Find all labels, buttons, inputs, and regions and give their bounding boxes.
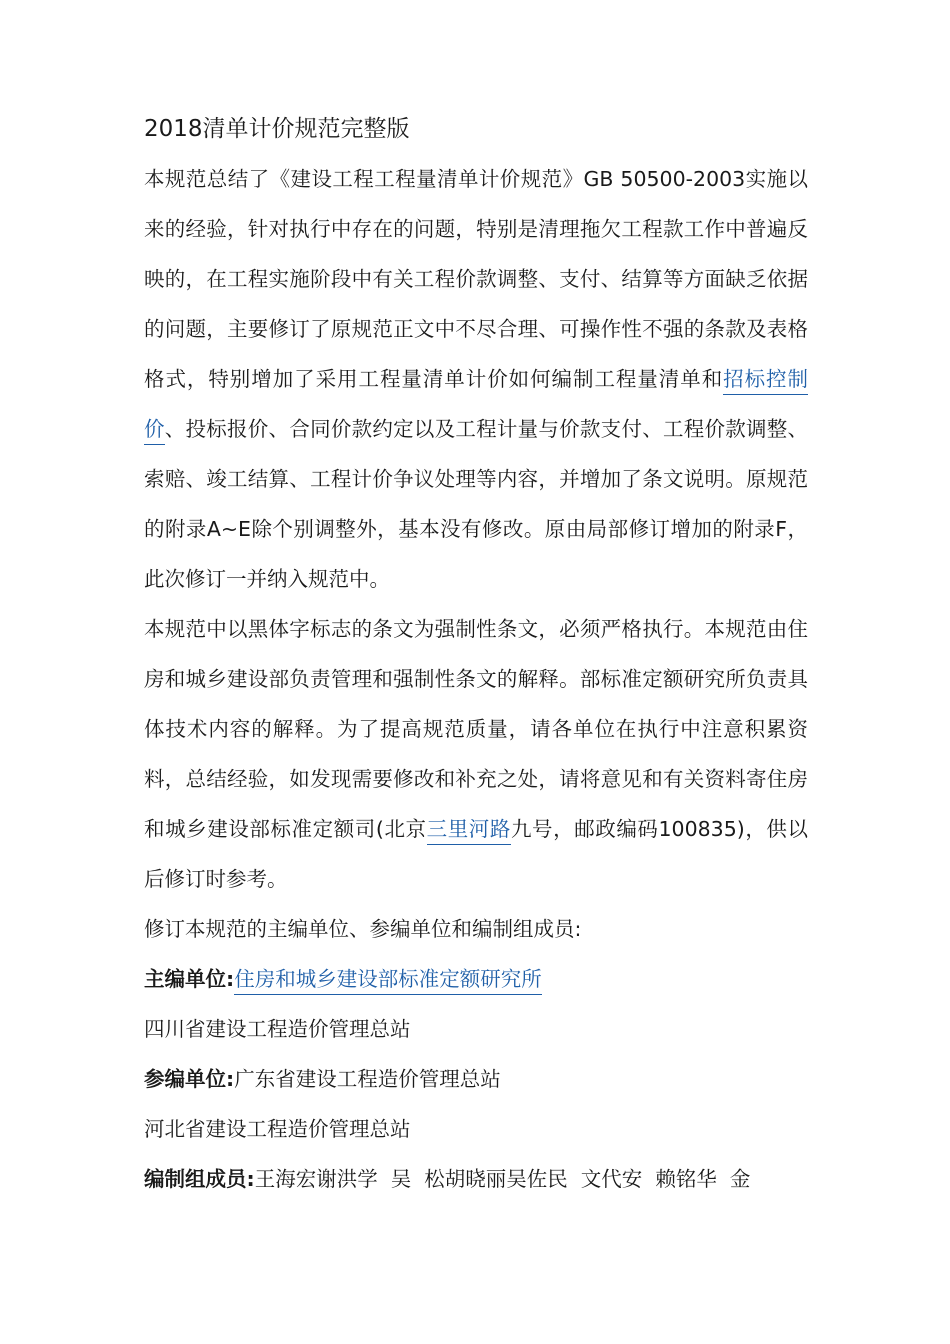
link-standard-quota-institute[interactable]: 住房和城乡建设部标准定额研究所 bbox=[234, 967, 542, 995]
document-page bbox=[144, 104, 808, 1204]
paragraph-text: 本规范中以黑体字标志的条文为强制性条文，必须严格执行。本规范由住房和城乡建设部负责管理和强制性条文的解释。部标准定额研究所负责具体技术内容的解释。为了提高规范质量，请各单位在执行中注意积累资料，总结经验，如发现需要修改和补充之处，请将意见和有关资料寄住房和城乡建设部标准定额司(北京 bbox=[144, 617, 808, 841]
paragraph-text: 、投标报价、合同价款约定以及工程计量与价款支付、工程价款调整、索赔、竣工结算、工程计价争议处理等内容，并增加了条文说明。原规范的附录A~E除个别调整外，基本没有修改。原由局部修订增加的附录F，此次修订一并纳入规范中。 bbox=[144, 417, 809, 591]
co-editor-unit bbox=[144, 1054, 808, 1104]
chief-editor-label: 主编单位: bbox=[144, 967, 235, 991]
paragraph-text: 本规范总结了《建设工程工程量清单计价规范》GB 50500-2003实施以来的经验，针对执行中存在的问题，特别是清理拖欠工程款工作中普遍反映的，在工程实施阶段中有关工程价款调整、支付、结算等方面缺乏依据的问题，主要修订了原规范正文中不尽合理、可操作性不强的条款及表格格式，特别增加了采用工程量清单计价如何编制工程量清单和 bbox=[144, 167, 808, 391]
chief-editor-unit bbox=[144, 954, 808, 1004]
co-editor-value: 广东省建设工程造价管理总站 bbox=[234, 1067, 501, 1091]
link-sanlihe-road[interactable]: 三里河路 bbox=[427, 817, 511, 845]
editorial-members bbox=[144, 1154, 808, 1204]
paragraph-mandatory-clauses bbox=[144, 604, 808, 904]
paragraph-revision-summary bbox=[144, 154, 808, 604]
document-title: 2018清单计价规范完整版 bbox=[144, 116, 410, 142]
members-value: 王海宏谢洪学 吴 松胡晓丽吴佐民 文代安 赖铭华 金 bbox=[254, 1167, 751, 1191]
paragraph-text: 九号，邮政编码100835)，供以后修订时参考。 bbox=[144, 817, 809, 891]
chief-editor-unit-2: 四川省建设工程造价管理总站 bbox=[144, 1017, 411, 1041]
co-editor-label: 参编单位: bbox=[144, 1067, 235, 1091]
co-editor-unit-2: 河北省建设工程造价管理总站 bbox=[144, 1117, 411, 1141]
contributors-intro: 修订本规范的主编单位、参编单位和编制组成员: bbox=[144, 917, 582, 941]
members-label: 编制组成员: bbox=[144, 1167, 255, 1191]
link-bid-control-price[interactable]: 招标控制价 bbox=[144, 367, 808, 445]
